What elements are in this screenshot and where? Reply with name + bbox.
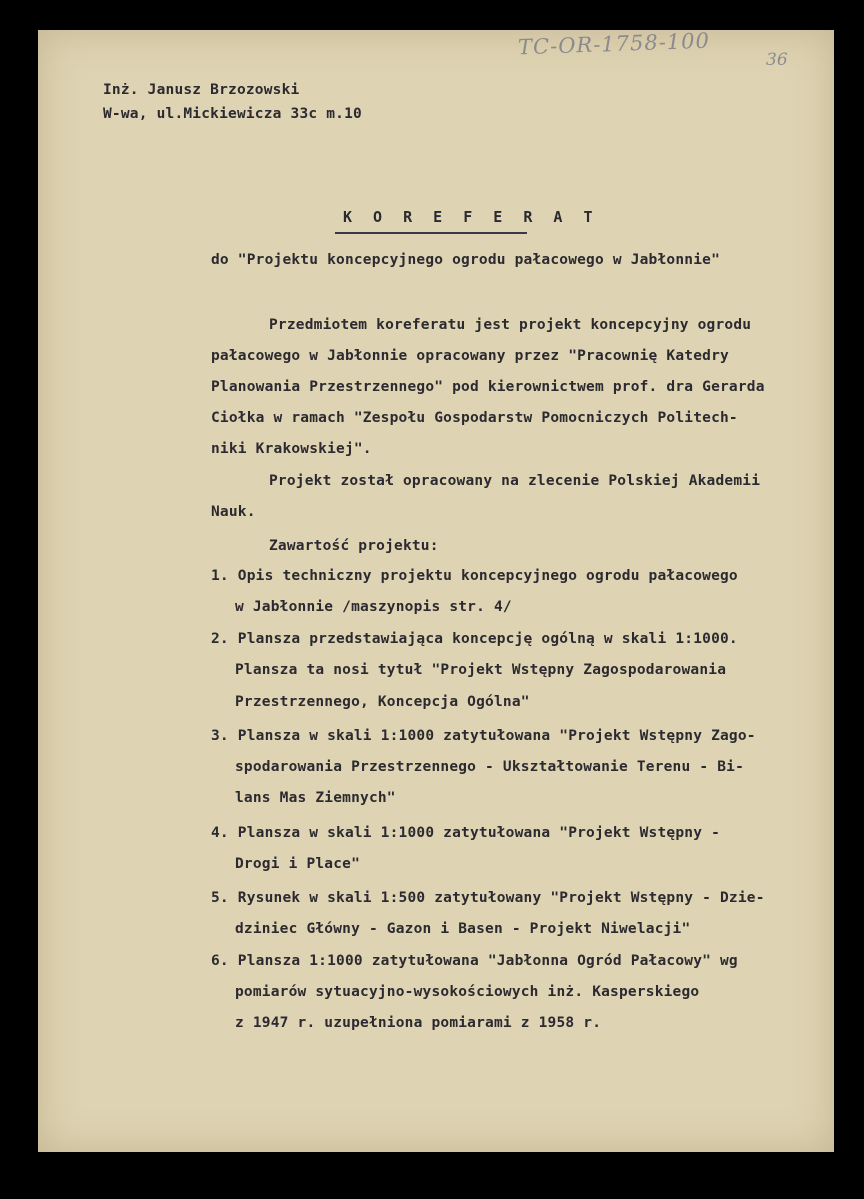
list-item: 6. Plansza 1:1000 zatytułowana "Jabłonna Ogród Pałacowy" wg bbox=[211, 953, 738, 969]
body-line: Ciołka w ramach "Zespołu Gospodarstw Pomocniczych Politech- bbox=[211, 410, 738, 426]
body-line: Planowania Przestrzennego" pod kierownictwem prof. dra Gerarda bbox=[211, 379, 765, 395]
body-line: pałacowego w Jabłonnie opracowany przez "Pracownię Katedry bbox=[211, 348, 729, 364]
list-item: z 1947 r. uzupełniona pomiarami z 1958 r. bbox=[235, 1015, 602, 1031]
list-item: pomiarów sytuacyjno-wysokościowych inż. Kasperskiego bbox=[235, 984, 700, 1000]
list-item: 3. Plansza w skali 1:1000 zatytułowana "Projekt Wstępny Zago- bbox=[211, 728, 756, 744]
archive-reference: TC-OR-1758-100 bbox=[517, 28, 711, 60]
list-item: spodarowania Przestrzennego - Ukształtowanie Terenu - Bi- bbox=[235, 759, 744, 775]
list-item: 2. Plansza przedstawiająca koncepcję ogólną w skali 1:1000. bbox=[211, 631, 738, 647]
contents-heading: Zawartość projektu: bbox=[269, 538, 439, 554]
list-item: 5. Rysunek w skali 1:500 zatytułowany "Projekt Wstępny - Dzie- bbox=[211, 890, 765, 906]
page-number: 36 bbox=[766, 50, 788, 70]
list-item: Plansza ta nosi tytuł "Projekt Wstępny Zagospodarowania bbox=[235, 662, 727, 678]
list-item: Przestrzennego, Koncepcja Ogólna" bbox=[235, 694, 530, 710]
document-page bbox=[38, 30, 834, 1152]
author-name: Inż. Janusz Brzozowski bbox=[103, 82, 300, 98]
author-address: W-wa, ul.Mickiewicza 33c m.10 bbox=[103, 106, 362, 122]
body-line: niki Krakowskiej". bbox=[211, 441, 372, 457]
body-line: Przedmiotem koreferatu jest projekt koncepcyjny ogrodu bbox=[269, 317, 752, 333]
list-item: 4. Plansza w skali 1:1000 zatytułowana "Projekt Wstępny - bbox=[211, 825, 720, 841]
body-line: Nauk. bbox=[211, 504, 256, 520]
title-underline bbox=[335, 232, 527, 234]
list-item: dziniec Główny - Gazon i Basen - Projekt Niwelacji" bbox=[235, 921, 691, 937]
list-item: Drogi i Place" bbox=[235, 856, 361, 872]
list-item: lans Mas Ziemnych" bbox=[235, 790, 396, 806]
document-title: K O R E F E R A T bbox=[343, 208, 599, 226]
list-item: 1. Opis techniczny projektu koncepcyjnego ogrodu pałacowego bbox=[211, 568, 738, 584]
body-line: Projekt został opracowany na zlecenie Polskiej Akademii bbox=[269, 473, 761, 489]
list-item: w Jabłonnie /maszynopis str. 4/ bbox=[235, 599, 512, 615]
document-subtitle: do "Projektu koncepcyjnego ogrodu pałacowego w Jabłonnie" bbox=[211, 252, 720, 268]
